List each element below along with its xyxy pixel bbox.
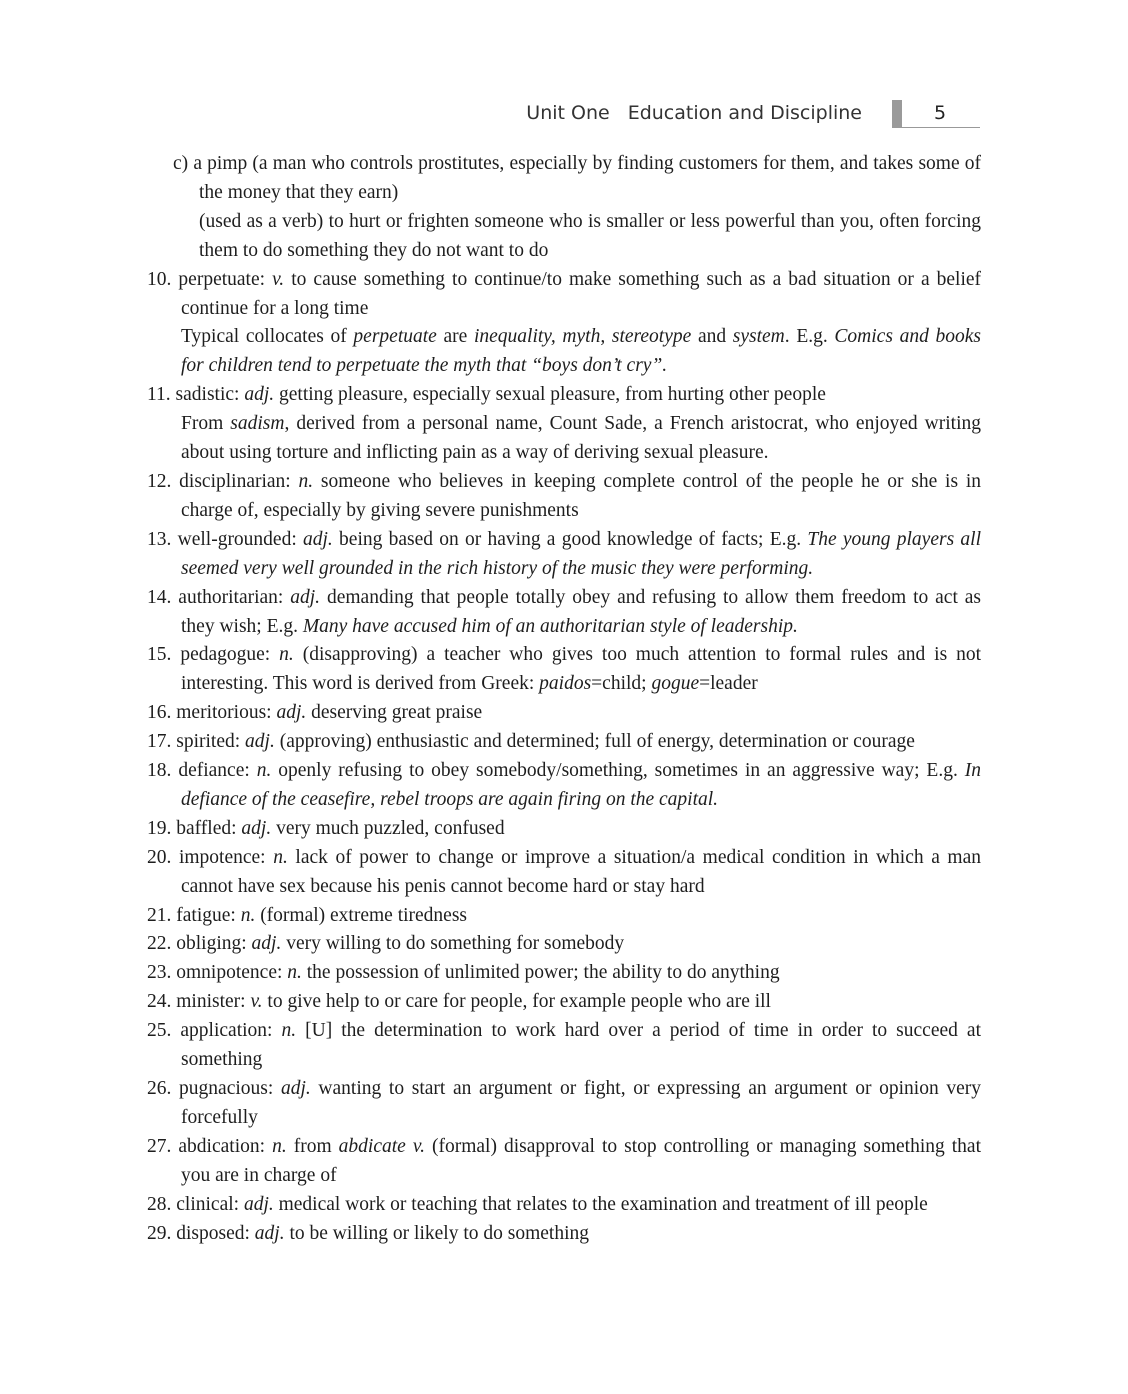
entry-number: 10. bbox=[147, 268, 172, 290]
definition: someone who believes in keeping complete control of the people he or she is in charge of, especially by giving severe punishments bbox=[181, 470, 982, 521]
unit-label: Unit One bbox=[526, 102, 610, 124]
part-of-speech: adj. bbox=[241, 817, 272, 839]
example-sentence: Many have accused him of an authoritarian style of leadership. bbox=[302, 615, 798, 637]
definition: lack of power to change or improve a situation/a medical condition in which a man cannot have sex because his penis cannot become hard or stay hard bbox=[181, 846, 982, 897]
headword: application: bbox=[180, 1020, 273, 1042]
glossary-entry bbox=[147, 844, 981, 902]
headword: spirited: bbox=[176, 731, 241, 753]
glossary-entry bbox=[147, 902, 981, 931]
definition: (approving) enthusiastic and determined; full of energy, determination or courage bbox=[274, 731, 915, 753]
part-of-speech: n. bbox=[240, 904, 256, 926]
part-of-speech: v. bbox=[272, 268, 285, 290]
glossary-entry bbox=[147, 1220, 981, 1249]
usage-note: Typical collocates of perpetuate are inequality, myth, stereotype and system. E.g. Comics and books for children tend to perpetuate the myth that “boys don’t cry”. bbox=[181, 326, 982, 377]
glossary-entry bbox=[147, 699, 981, 728]
entry-number: 28. bbox=[147, 1193, 172, 1215]
entry-number: 26. bbox=[147, 1078, 172, 1099]
entry-number: 22. bbox=[147, 933, 172, 955]
glossary-entry bbox=[147, 1191, 981, 1220]
definition: from bbox=[286, 1135, 339, 1157]
definition: (disapproving) a teacher who gives too much attention to formal rules and is not interesting. This word is derived from Greek: bbox=[181, 644, 982, 695]
glossary-entry bbox=[147, 468, 981, 526]
part-of-speech: adj. bbox=[280, 1078, 311, 1099]
glossary-entry: 27. abdication: n. from abdicate v. (formal) disapproval to stop controlling or managing something that you are in charge of bbox=[147, 1135, 982, 1186]
headword: sadistic: bbox=[175, 384, 240, 406]
headword: disciplinarian: bbox=[179, 470, 291, 492]
headword: obliging: bbox=[176, 933, 247, 955]
glossary-entry bbox=[147, 266, 981, 324]
headword: minister: bbox=[176, 991, 246, 1013]
headword: well-grounded: bbox=[177, 528, 297, 550]
glossary-entry bbox=[147, 757, 981, 815]
part-of-speech: n. bbox=[256, 760, 272, 782]
part-of-speech: adj. bbox=[303, 528, 333, 550]
header-rule bbox=[902, 127, 980, 128]
chapter-title: Education and Discipline bbox=[627, 102, 862, 124]
definition: the possession of unlimited power; the ability to do anything bbox=[301, 962, 780, 984]
entry-number: 18. bbox=[147, 760, 172, 782]
continuation-label: c) bbox=[173, 153, 189, 174]
entry-number: 29. bbox=[147, 1222, 172, 1244]
example-sentence: In defiance of the ceasefire, rebel troops are again firing on the capital. bbox=[181, 760, 982, 810]
continuation-extra: (used as a verb) to hurt or frighten someone who is smaller or less powerful than you, often forcing them to do something they do not want to do bbox=[199, 210, 981, 261]
part-of-speech: adj. bbox=[290, 586, 321, 608]
glossary-entry: 15. pedagogue: n. (disapproving) a teacher who gives too much attention to formal rules and is not interesting. This word is derived from Greek: paidos=child; gogue=leader bbox=[147, 644, 982, 695]
glossary-entry bbox=[147, 988, 981, 1017]
entry-number: 21. bbox=[147, 904, 172, 926]
headword: abdication: bbox=[178, 1135, 266, 1157]
headword: pedagogue: bbox=[180, 644, 271, 666]
definition: demanding that people totally obey and refusing to allow them freedom to act as they wish; E.g. bbox=[181, 586, 982, 637]
headword: baffled: bbox=[176, 817, 237, 839]
definition: being based on or having a good knowledge of facts; E.g. bbox=[332, 528, 808, 550]
headword: authoritarian: bbox=[178, 586, 284, 608]
continuation-text: a pimp (a man who controls prostitutes, especially by finding customers for them, and takes some of the money that they earn) bbox=[193, 153, 982, 203]
definition: very willing to do something for somebody bbox=[281, 933, 625, 955]
glossary-entry bbox=[147, 728, 981, 757]
headword: fatigue: bbox=[176, 904, 236, 926]
glossary-entry bbox=[147, 815, 981, 844]
definition: getting pleasure, especially sexual pleasure, from hurting other people bbox=[274, 384, 826, 406]
entry-number: 16. bbox=[147, 702, 172, 724]
glossary-entry bbox=[147, 381, 981, 410]
entry-number: 17. bbox=[147, 731, 172, 753]
glossary-entry bbox=[147, 930, 981, 959]
glossary-entry bbox=[147, 1017, 981, 1075]
headword: defiance: bbox=[178, 760, 250, 782]
entry-number: 24. bbox=[147, 991, 172, 1013]
entry-number: 25. bbox=[147, 1020, 172, 1042]
entry-number: 15. bbox=[147, 644, 172, 666]
part-of-speech: n. bbox=[273, 846, 288, 868]
continuation-entry bbox=[147, 150, 981, 208]
part-of-speech: v. bbox=[250, 991, 263, 1013]
part-of-speech: n. bbox=[272, 1135, 287, 1157]
definition: to cause something to continue/to make something such as a bad situation or a belief continue for a long time bbox=[181, 268, 982, 319]
definition: medical work or teaching that relates to the examination and treatment of ill people bbox=[273, 1193, 928, 1215]
glossary-entry bbox=[147, 1075, 981, 1133]
part-of-speech: adj. bbox=[245, 731, 275, 753]
part-of-speech: n. bbox=[287, 962, 302, 984]
definition: to give help to or care for people, for example people who are ill bbox=[262, 991, 771, 1013]
glossary-entry bbox=[147, 526, 981, 584]
headword: clinical: bbox=[176, 1193, 240, 1215]
entry-number: 13. bbox=[147, 528, 172, 550]
entry-number: 11. bbox=[147, 384, 171, 406]
entry-number: 20. bbox=[147, 846, 172, 868]
header-text bbox=[526, 102, 862, 124]
definition: wanting to start an argument or fight, or expressing an argument or opinion very forcefully bbox=[181, 1078, 982, 1128]
headword: perpetuate: bbox=[178, 268, 266, 290]
part-of-speech: adj. bbox=[254, 1222, 285, 1244]
definition: to be willing or likely to do something bbox=[284, 1222, 589, 1244]
part-of-speech: adj. bbox=[276, 702, 307, 724]
headword: disposed: bbox=[176, 1222, 250, 1244]
definition: very much puzzled, confused bbox=[271, 817, 505, 839]
headword: meritorious: bbox=[176, 702, 272, 724]
headword: impotence: bbox=[178, 846, 266, 868]
part-of-speech: adj. bbox=[251, 933, 282, 955]
entry-number: 12. bbox=[147, 470, 172, 492]
part-of-speech: adj. bbox=[243, 1193, 274, 1215]
glossary-entry bbox=[147, 584, 981, 642]
part-of-speech: adj. bbox=[244, 384, 275, 406]
header-bar bbox=[892, 100, 902, 128]
glossary-list bbox=[147, 150, 981, 1248]
example-sentence: The young players all seemed very well grounded in the rich history of the music they were performing. bbox=[181, 528, 982, 579]
entry-number: 23. bbox=[147, 962, 172, 984]
entry-number: 27. bbox=[147, 1135, 172, 1157]
etymology-note: From sadism, derived from a personal name, Count Sade, a French aristocrat, who enjoyed writing about using torture and inflicting pain as a way of deriving sexual pleasure. bbox=[181, 413, 981, 464]
entry-number: 19. bbox=[147, 817, 172, 839]
part-of-speech: n. bbox=[298, 470, 314, 492]
definition: openly refusing to obey somebody/something, sometimes in an aggressive way; E.g. bbox=[271, 760, 965, 782]
headword: pugnacious: bbox=[179, 1078, 274, 1099]
definition: (formal) extreme tiredness bbox=[255, 904, 468, 926]
running-header bbox=[500, 100, 980, 130]
headword: omnipotence: bbox=[176, 962, 283, 984]
glossary-entry bbox=[147, 959, 981, 988]
entry-number: 14. bbox=[147, 586, 172, 608]
definition: deserving great praise bbox=[306, 702, 483, 724]
page-number: 5 bbox=[934, 102, 947, 124]
part-of-speech: n. bbox=[281, 1020, 297, 1042]
definition: [U] the determination to work hard over a period of time in order to succeed at something bbox=[181, 1020, 981, 1071]
part-of-speech: n. bbox=[279, 644, 294, 666]
